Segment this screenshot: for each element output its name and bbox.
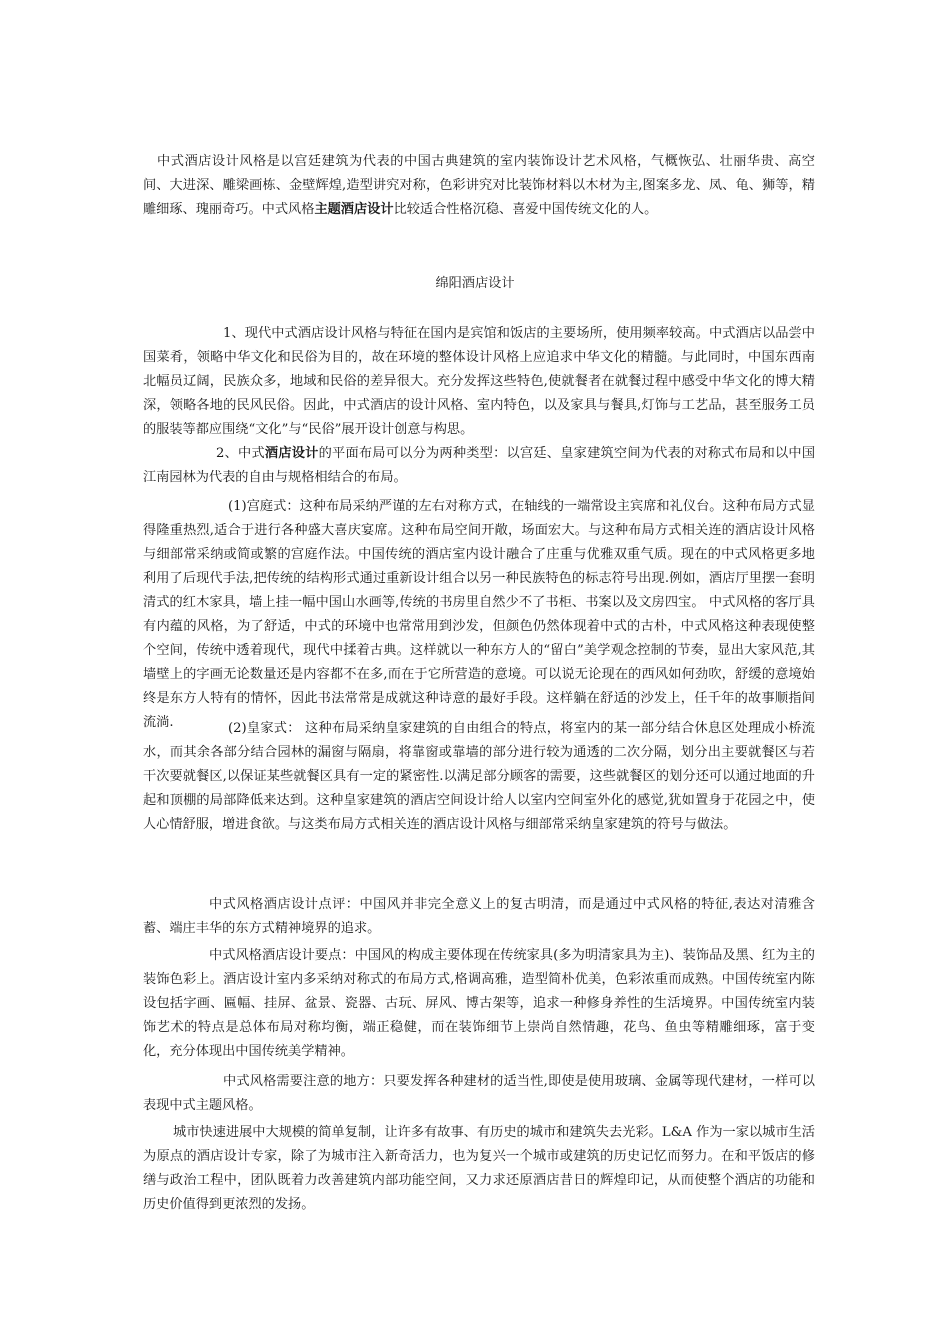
paragraph-1: 1、现代中式酒店设计风格与特征在国内是宾馆和饭店的主要场所，使用频率较高。中式酒店以品尝中国菜肴，领略中华文化和民俗为目的，故在环境的整体设计风格上应追求中华文化的精髓。与此同时，中国东西南北幅员辽阔，民族众多，地域和民俗的差异很大。充分发挥这些特色,使就餐者在就餐过程中感受中华文化的博大精深，领略各地的民风民俗。因此，中式酒店的设计风格、室内特色，以及家具与餐具,灯饰与工艺品，甚至服务工员的服装等都应围绕“文化”与“民俗”展开设计创意与构思。	[143, 326, 815, 437]
paragraph-palace-style: (1)宫庭式：这种布局采纳严谨的左右对称方式，在轴线的一端常设主宾席和礼仪台。这种布局方式显得隆重热烈,适合于进行各种盛大喜庆宴席。这种布局空间开敞，场面宏大。与这种布局方式相关连的酒店设计风格与细部常采纳或简或繁的宫庭作法。中国传统的酒店室内设计融合了庄重与优雅双重气质。现在的中式风格更多地利用了后现代手法,把传统的结构形式通过重新设计组合以另一种民族特色的标志符号出现.例如，酒店厅里摆一套明清式的红木家具，墙上挂一幅中国山水画等,传统的书房里自然少不了书柜、书案以及文房四宝。 中式风格的客厅具有内蕴的风格，为了舒适，中式的环境中也常常用到沙发，但颜色仍然体现着中式的古朴，中式风格这种表现使整个空间，传统中透着现代，现代中揉着古典。这样就以一种东方人的“留白”美学观念控制的节奏，显出大家风范,其墙壁上的字画无论数量还是内容都不在多,而在于它所营造的意境。可以说无论现在的西风如何劲吹，舒缓的意境始终是东方人特有的情怀，因此书法常常是成就这种诗意的最好手段。这样躺在舒适的沙发上，任千年的故事顺指间流淌.	[143, 499, 815, 730]
section-caption: 绵阳酒店设计	[435, 276, 515, 291]
paragraph-2	[143, 442, 815, 490]
intro-text: 中式酒店设计风格是以宫廷建筑为代表的中国古典建筑的室内装饰设计艺术风格，气概恢弘、壮丽华贵、高空间、大进深、雕梁画栋、金壁辉煌,造型讲究对称，色彩讲究对比装饰材料以木材为主,图案多龙、凤、龟、狮等，精雕细琢、瑰丽奇巧。中式风格	[143, 154, 815, 217]
p2-text-end: 的平面布局可以分为两种类型：以宫廷、皇家建筑空间为代表的对称式布局和以中国江南园林为代表的自由与规格相结合的布局。	[143, 446, 816, 485]
intro-paragraph	[143, 150, 815, 222]
paragraph-key-points: 中式风格酒店设计要点：中国风的构成主要体现在传统家具(多为明清家具为主)、装饰品及黑、红为主的装饰色彩上。酒店设计室内多采纳对称式的布局方式,格调高雅，造型简朴优美，色彩浓重而成熟。中国传统室内陈设包括字画、匾幅、挂屏、盆景、瓷器、古玩、屏风、博古架等，追求一种修身养性的生活境界。中国传统室内装饰艺术的特点是总体布局对称均衡，端正稳健，而在装饰细节上崇尚自然情趣，花鸟、鱼虫等精雕细琢，富于变化，充分体现出中国传统美学精神。	[143, 948, 815, 1059]
p2-bold-link: 酒店设计	[264, 446, 319, 461]
paragraph-royal-style: (2)皇家式： 这种布局采纳皇家建筑的自由组合的特点，将室内的某一部分结合休息区处理成小桥流水，而其余各部分结合园林的漏窗与隔扇，将靠窗或靠墙的部分进行较为通透的二次分隔，划分出主要就餐区与若干次要就餐区,以保证某些就餐区具有一定的紧密性.以满足部分顾客的需要，这些就餐区的划分还可以通过地面的升起和顶棚的局部降低来达到。这种皇家建筑的酒店空间设计给人以室内空间室外化的感觉,犹如置身于花园之中，使人心情舒服，增进食欲。与这类布局方式相关连的酒店设计风格与细部常采纳皇家建筑的符号与做法。	[143, 721, 815, 832]
paragraph-city: 城市快速进展中大规模的简单复制，让许多有故事、有历史的城市和建筑失去光彩。L&A 作为一家以城市生活为原点的酒店设计专家，除了为城市注入新奇活力，也为复兴一个城市或建筑的历史记忆而努力。在和平饭店的修缮与政治工程中，团队既着力改善建筑内部功能空间，又力求还原酒店昔日的辉煌印记，从而使整个酒店的功能和历史价值得到更浓烈的发扬。	[143, 1125, 815, 1212]
paragraph-notes: 中式风格需要注意的地方：只要发挥各种建材的适当性,即使是使用玻璃、金属等现代建材，一样可以表现中式主题风格。	[143, 1074, 815, 1113]
p2-text: 2、中式	[216, 446, 265, 461]
intro-bold-link: 主题酒店设计	[314, 202, 394, 217]
intro-text-end: 比较适合性格沉稳、喜爱中国传统文化的人。	[393, 202, 658, 217]
paragraph-review: 中式风格酒店设计点评：中国风并非完全意义上的复古明清，而是通过中式风格的特征,表达对清雅含蓄、端庄丰华的东方式精神境界的追求。	[143, 897, 815, 936]
